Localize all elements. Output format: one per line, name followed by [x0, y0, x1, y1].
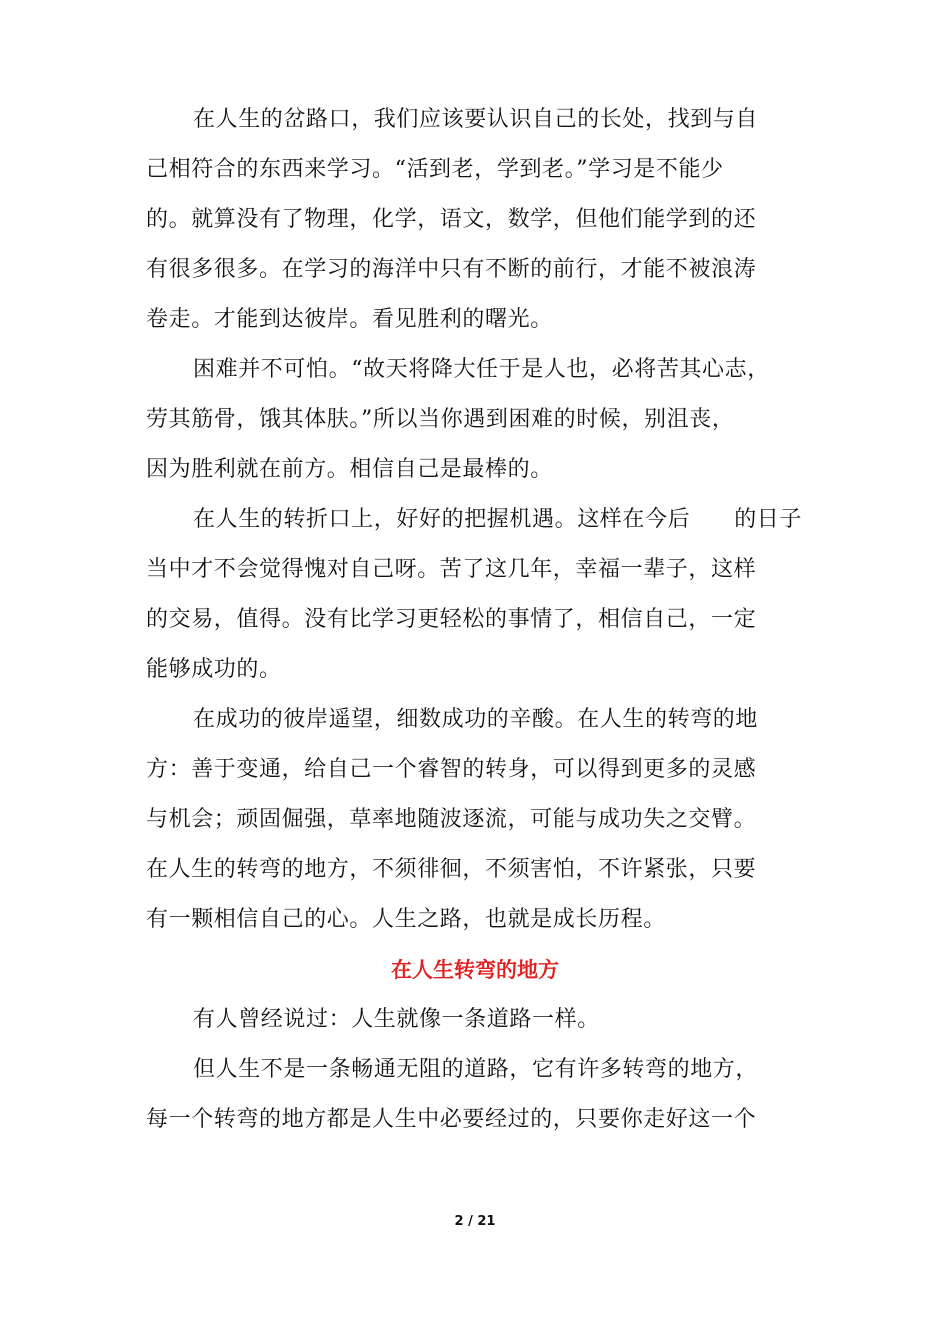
paragraph-1-line-1: 在人生的岔路口，我们应该要认识自己的长处，找到与自 [193, 107, 759, 132]
paragraph-4-line-3: 与机会；顽固倔强，草率地随波逐流，可能与成功失之交臂。 [146, 807, 757, 832]
paragraph-2-line-2: 劳其筋骨，饿其体肤。”所以当你遇到困难的时候，别沮丧， [146, 407, 735, 432]
paragraph-2-line-3: 因为胜利就在前方。相信自己是最棒的。 [146, 457, 553, 482]
paragraph-3-line-1-tail: 的日子 [734, 507, 803, 532]
paragraph-3-line-1 [193, 505, 802, 535]
paragraph-6-line-2: 每一个转弯的地方都是人生中必要经过的，只要你走好这一个 [146, 1107, 757, 1132]
section-heading: 在人生转弯的地方 [391, 958, 559, 982]
paragraph-6-line-1: 但人生不是一条畅通无阻的道路，它有许多转弯的地方， [193, 1057, 759, 1082]
paragraph-3-line-1-text: 在人生的转折口上，好好的把握机遇。这样在今后 [193, 507, 691, 532]
paragraph-3-line-2: 当中才不会觉得愧对自己呀。苦了这几年，幸福一辈子，这样 [146, 557, 757, 582]
paragraph-1-line-5: 卷走。才能到达彼岸。看见胜利的曙光。 [146, 307, 553, 332]
paragraph-1-line-3: 的。就算没有了物理，化学，语文，数学，但他们能学到的还 [146, 207, 757, 232]
paragraph-1-line-2: 己相符合的东西来学习。“活到老，学到老。”学习是不能少 [146, 157, 724, 182]
page-number: 2 / 21 [454, 1214, 496, 1229]
paragraph-3-line-4: 能够成功的。 [146, 657, 282, 682]
paragraph-4-line-2: 方：善于变通，给自己一个睿智的转身，可以得到更多的灵感 [146, 757, 757, 782]
paragraph-2-line-1: 困难并不可怕。“故天将降大任于是人也，必将苦其心志， [193, 357, 770, 382]
paragraph-1-line-4: 有很多很多。在学习的海洋中只有不断的前行，才能不被浪涛 [146, 257, 757, 282]
paragraph-4-line-1: 在成功的彼岸遥望，细数成功的辛酸。在人生的转弯的地 [193, 707, 759, 732]
paragraph-4-line-5: 有一颗相信自己的心。人生之路，也就是成长历程。 [146, 907, 666, 932]
paragraph-3-line-3: 的交易，值得。没有比学习更轻松的事情了，相信自己，一定 [146, 607, 757, 632]
paragraph-4-line-4: 在人生的转弯的地方，不须徘徊，不须害怕，不许紧张，只要 [146, 857, 757, 882]
paragraph-5-line-1: 有人曾经说过：人生就像一条道路一样。 [193, 1007, 600, 1032]
